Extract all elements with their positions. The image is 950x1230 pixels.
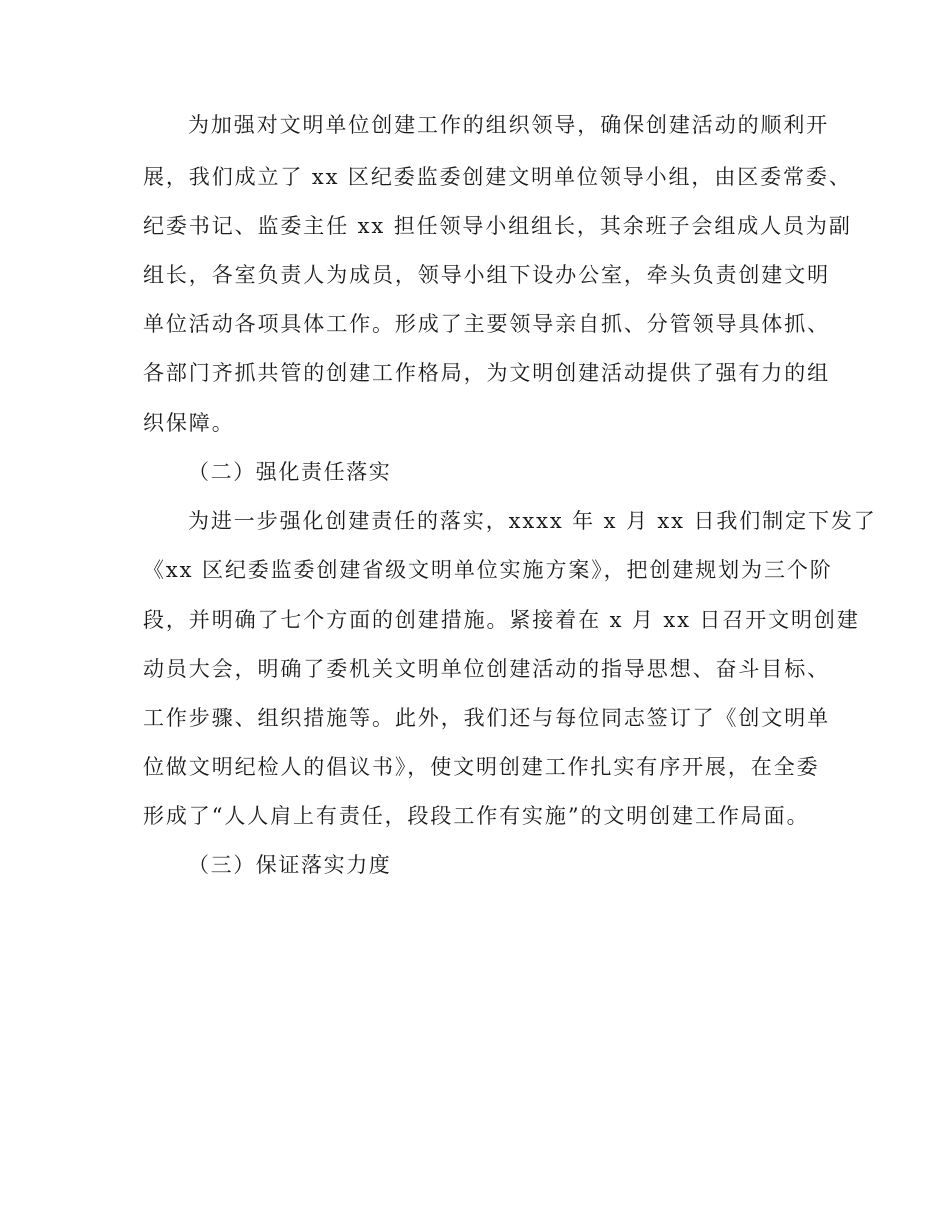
section-heading-2: （二）强化责任落实 (188, 460, 392, 484)
section-heading-3: （三）保证落实力度 (188, 853, 392, 877)
paragraph-1-line-2: 展，我们成立了 xx 区纪委监委创建文明单位领导小组，由区委常委、 (143, 165, 852, 189)
paragraph-1-line-7: 织保障。 (143, 411, 235, 435)
paragraph-2-line-3: 段，并明确了七个方面的创建措施。紧接着在 x 月 xx 日召开文明创建 (143, 608, 860, 632)
paragraph-2-line-1: 为进一步强化创建责任的落实，xxxx 年 x 月 xx 日我们制定下发了 (188, 509, 877, 533)
paragraph-1-line-5: 单位活动各项具体工作。形成了主要领导亲自抓、分管领导具体抓、 (143, 312, 830, 336)
paragraph-2-line-6: 位做文明纪检人的倡议书》，使文明创建工作扎实有序开展，在全委 (143, 755, 820, 779)
paragraph-2-line-4: 动员大会，明确了委机关文明单位创建活动的指导思想、奋斗目标、 (143, 657, 830, 681)
paragraph-1-line-6: 各部门齐抓共管的创建工作格局，为文明创建活动提供了强有力的组 (143, 361, 830, 385)
paragraph-2-line-7: 形成了“人人肩上有责任，段段工作有实施”的文明创建工作局面。 (143, 804, 810, 828)
paragraph-1-line-3: 纪委书记、监委主任 xx 担任领导小组组长，其余班子会组成人员为副 (143, 214, 852, 238)
paragraph-2-line-5: 工作步骤、组织措施等。此外，我们还与每位同志签订了《创文明单 (143, 706, 830, 730)
paragraph-1-line-1: 为加强对文明单位创建工作的组织领导，确保创建活动的顺利开 (188, 113, 830, 137)
paragraph-1-line-4: 组长，各室负责人为成员，领导小组下设办公室，牵头负责创建文明 (143, 263, 830, 287)
paragraph-2-line-2: 《xx 区纪委监委创建省级文明单位实施方案》，把创建规划为三个阶 (143, 558, 833, 582)
